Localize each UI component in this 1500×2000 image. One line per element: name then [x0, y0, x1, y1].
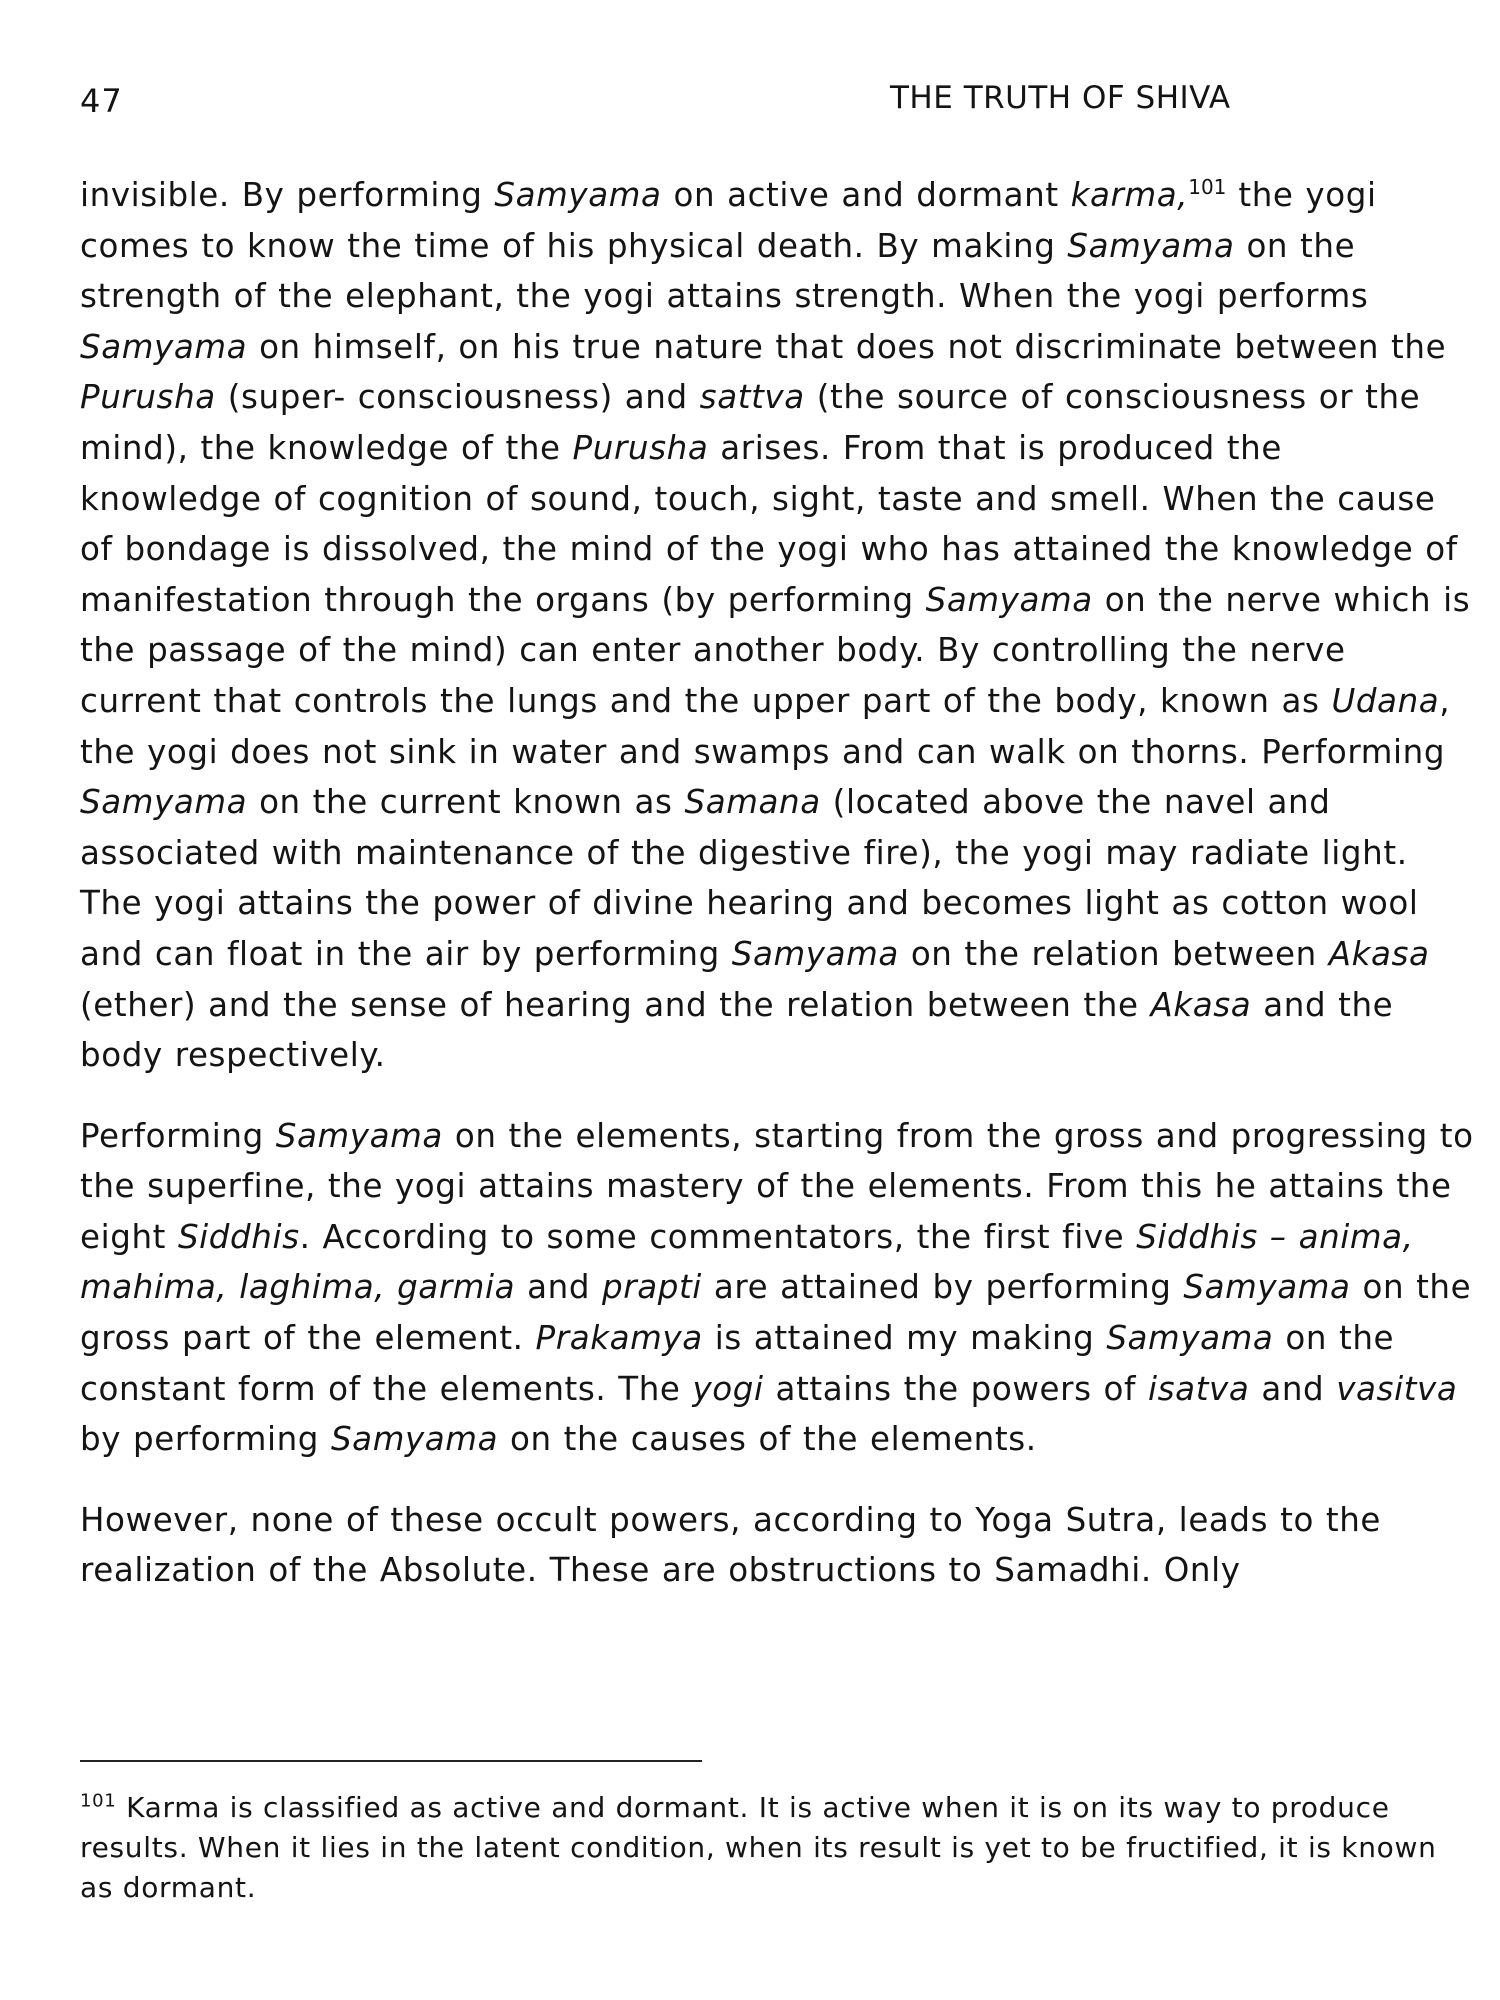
- body-text: [80, 170, 1475, 1626]
- italic-term: Samyama: [1183, 1268, 1351, 1307]
- text-run: Performing: [80, 1116, 276, 1155]
- running-title: THE TRUTH OF SHIVA: [890, 80, 1231, 116]
- paragraph: [80, 1495, 1475, 1596]
- text-run: on the current known as: [247, 783, 685, 822]
- italic-term: Samyama: [1106, 1319, 1274, 1358]
- text-run: (ether) and the sense of hearing and the relation between the: [80, 985, 1151, 1024]
- paragraph: [80, 170, 1475, 1081]
- text-run: on the causes of the elements.: [498, 1420, 1037, 1459]
- text-run: on the nerve which is the passage of the mind) can enter another body. By controlling the nerve current that controls the lungs and the upper part of the body, known as: [80, 580, 1471, 720]
- text-run: and: [515, 1268, 603, 1307]
- text-run: invisible. By performing: [80, 176, 495, 214]
- italic-term: vasitva: [1336, 1369, 1458, 1408]
- italic-term: Udana: [1331, 681, 1440, 720]
- text-run: are attained by performing: [701, 1268, 1184, 1307]
- italic-term: Samyama: [494, 176, 662, 214]
- text-run: , the yogi does not sink in water and swamps and can walk on thorns. Performing: [80, 681, 1451, 771]
- italic-term: Siddhis – anima, mahima, laghima, garmia: [80, 1217, 1414, 1307]
- text-run: on the relation between: [898, 934, 1329, 973]
- italic-term: Akasa: [1328, 934, 1430, 973]
- italic-term: Akasa: [1150, 985, 1252, 1024]
- italic-term: karma,: [1070, 176, 1189, 214]
- italic-term: isatva: [1148, 1369, 1250, 1408]
- italic-term: Samyama: [330, 1420, 499, 1459]
- italic-term: Purusha: [80, 378, 216, 417]
- text-run: However, none of these occult powers, according to Yoga Sutra, leads to the realization of the Absolute. These are obstructions to Samadhi. Only: [80, 1500, 1382, 1590]
- text-run: is attained my making: [702, 1319, 1107, 1358]
- book-page: [80, 72, 1475, 1972]
- text-run: on the strength of the elephant, the yogi attains strength. When the yogi performs: [80, 226, 1369, 316]
- text-run: on the elements, starting from the gross and progressing to the superfine, the yogi attains mastery of the elements. From this he attains the eight: [80, 1116, 1474, 1256]
- footnote-reference: 101: [1188, 175, 1227, 200]
- page-header: [80, 72, 1475, 132]
- text-run: attains the powers of: [763, 1369, 1149, 1408]
- italic-term: Samana: [684, 783, 821, 822]
- italic-term: Samyama: [925, 580, 1093, 619]
- italic-term: sattva: [699, 378, 805, 417]
- italic-term: Purusha: [572, 428, 709, 467]
- text-run: . According to some commentators, the first five: [299, 1217, 1137, 1256]
- text-run: (super- consciousness) and: [215, 378, 700, 417]
- italic-term: Samyama: [80, 327, 248, 366]
- text-run: by performing: [80, 1420, 331, 1459]
- text-run: on himself, on his true nature that does not discriminate between the: [247, 327, 1447, 366]
- text-run: the yogi comes to know the time of his physical death. By making: [80, 176, 1377, 265]
- text-run: (located above the navel and associated with maintenance of the digestive fire), the yogi may radiate light. The yogi attains the power of divine hearing and becomes light as cotton wool and can float in the air by performing: [80, 783, 1419, 973]
- text-run: and the body respectively.: [80, 985, 1394, 1075]
- italic-term: Samyama: [1067, 226, 1235, 265]
- text-run: (the source of consciousness or the mind), the knowledge of the: [80, 378, 1421, 467]
- italic-term: Samyama: [275, 1116, 443, 1155]
- italic-term: Samyama: [731, 934, 899, 973]
- italic-term: Prakamya: [535, 1319, 703, 1358]
- italic-term: Siddhis: [177, 1217, 300, 1256]
- text-run: on the constant form of the elements. The: [80, 1319, 1395, 1408]
- footnote-divider: [80, 1760, 702, 1762]
- page-number: 47: [80, 82, 123, 120]
- text-run: on the gross part of the element.: [80, 1268, 1472, 1358]
- paragraph: [80, 1111, 1475, 1465]
- footnote: [80, 1788, 1475, 1908]
- italic-term: prapti: [602, 1268, 702, 1307]
- italic-term: Samyama: [80, 783, 248, 822]
- text-run: on active and dormant: [661, 176, 1071, 214]
- footnote-text: Karma is classified as active and dormant. It is active when it is on its way to produce results. When it lies in the latent condition, when its result is yet to be fructified, it is known as dormant.: [80, 1791, 1437, 1904]
- footnote-number: 101: [80, 1790, 117, 1812]
- text-run: and: [1249, 1369, 1337, 1408]
- italic-term: yogi: [692, 1369, 764, 1408]
- text-run: arises. From that is produced the knowledge of cognition of sound, touch, sight, taste and smell. When the cause of bondage is dissolved, the mind of the yogi who has attained the knowledge of manifestation through the organs (by performing: [80, 428, 1458, 619]
